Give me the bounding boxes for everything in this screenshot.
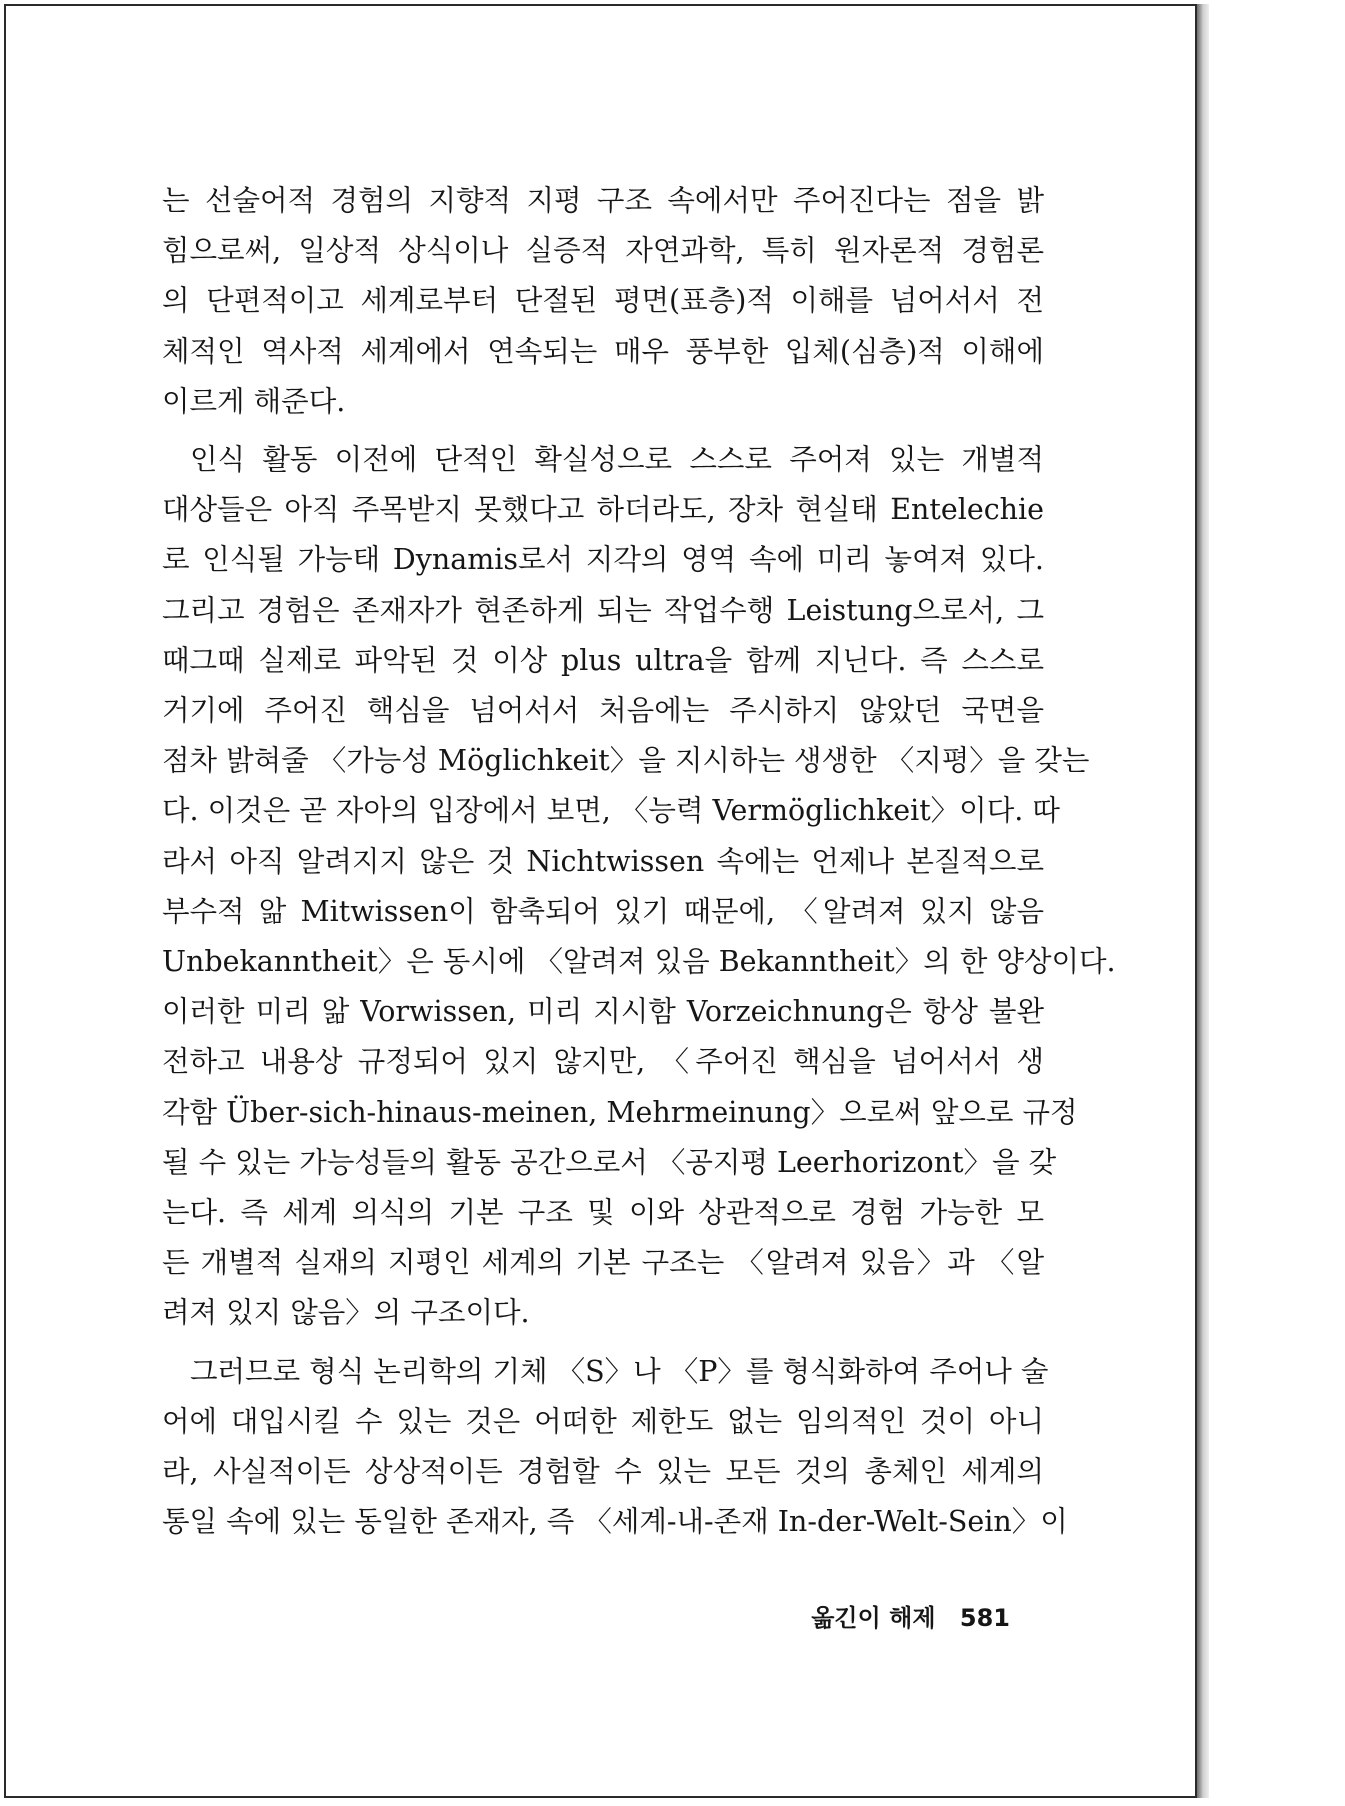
text-line: 는 선술어적 경험의 지향적 지평 구조 속에서만 주어진다는 점을 밝 <box>162 184 1044 217</box>
page-number: 581 <box>959 1604 1010 1632</box>
text-line: 각함 Über-sich-hinaus-meinen, Mehrmeinung〉으로써 앞으로 규정 <box>162 1095 1078 1129</box>
page-footer <box>790 1598 1010 1633</box>
text-line: 의 단편적이고 세계로부터 단절된 평면(표층)적 이해를 넘어서서 전 <box>162 284 1044 318</box>
text-line: 그러므로 형식 논리학의 기체 〈S〉나 〈P〉를 형식화하여 주어나 술 <box>190 1354 1049 1388</box>
text-line: 는다. 즉 세계 의식의 기본 구조 및 이와 상관적으로 경험 가능한 모 <box>162 1196 1044 1230</box>
text-line: 거기에 주어진 핵심을 넘어서서 처음에는 주시하지 않았던 국면을 <box>162 694 1044 728</box>
page-edge-shadow <box>1197 4 1209 1798</box>
text-line: 이러한 미리 앎 Vorwissen, 미리 지시함 Vorzeichnung은 항상 불완 <box>162 995 1044 1029</box>
text-line: 때그때 실제로 파악된 것 이상 plus ultra을 함께 지닌다. 즉 스스로 <box>162 643 1044 677</box>
text-line: Unbekanntheit〉은 동시에 〈알려져 있음 Bekanntheit〉의 한 양상이다. <box>162 945 1116 979</box>
text-line: 점차 밝혀줄 〈가능성 Möglichkeit〉을 지시하는 생생한 〈지평〉을 갖는 <box>162 744 1090 778</box>
text-line: 든 개별적 실재의 지평인 세계의 기본 구조는 〈알려져 있음〉과 〈알 <box>162 1246 1044 1280</box>
text-line: 될 수 있는 가능성들의 활동 공간으로서 〈공지평 Leerhorizont〉을 갖 <box>162 1145 1057 1179</box>
text-line: 어에 대입시킬 수 있는 것은 어떠한 제한도 없는 임의적인 것이 아니 <box>162 1404 1044 1438</box>
text-line: 전하고 내용상 규정되어 있지 않지만, 〈주어진 핵심을 넘어서서 생 <box>162 1045 1044 1079</box>
text-line: 통일 속에 있는 동일한 존재자, 즉 〈세계-내-존재 In-der-Welt-Sein〉이 <box>162 1505 1068 1539</box>
body-text <box>162 176 1116 1547</box>
text-line: 다. 이것은 곧 자아의 입장에서 보면, 〈능력 Vermöglichkeit〉이다. 따 <box>162 794 1060 828</box>
running-footer-title: 옮긴이 해제 <box>811 1604 936 1632</box>
text-line: 힘으로써, 일상적 상식이나 실증적 자연과학, 특히 원자론적 경험론 <box>162 234 1044 268</box>
text-line: 그리고 경험은 존재자가 현존하게 되는 작업수행 Leistung으로서, 그 <box>162 593 1044 627</box>
text-line: 이르게 해준다. <box>162 384 346 418</box>
text-line: 대상들은 아직 주목받지 못했다고 하더라도, 장차 현실태 Entelechie <box>162 493 1044 527</box>
text-line: 라, 사실적이든 상상적이든 경험할 수 있는 모든 것의 총체인 세계의 <box>162 1455 1044 1489</box>
text-line: 려져 있지 않음〉의 구조이다. <box>162 1296 530 1330</box>
text-line: 로 인식될 가능태 Dynamis로서 지각의 영역 속에 미리 놓여져 있다. <box>162 543 1044 577</box>
text-line: 인식 활동 이전에 단적인 확실성으로 스스로 주어져 있는 개별적 <box>190 443 1044 477</box>
text-line: 부수적 앎 Mitwissen이 함축되어 있기 때문에, 〈알려져 있지 않음 <box>162 894 1044 928</box>
text-line: 라서 아직 알려지지 않은 것 Nichtwissen 속에는 언제나 본질적으로 <box>162 844 1044 878</box>
text-line: 체적인 역사적 세계에서 연속되는 매우 풍부한 입체(심층)적 이해에 <box>162 334 1044 368</box>
